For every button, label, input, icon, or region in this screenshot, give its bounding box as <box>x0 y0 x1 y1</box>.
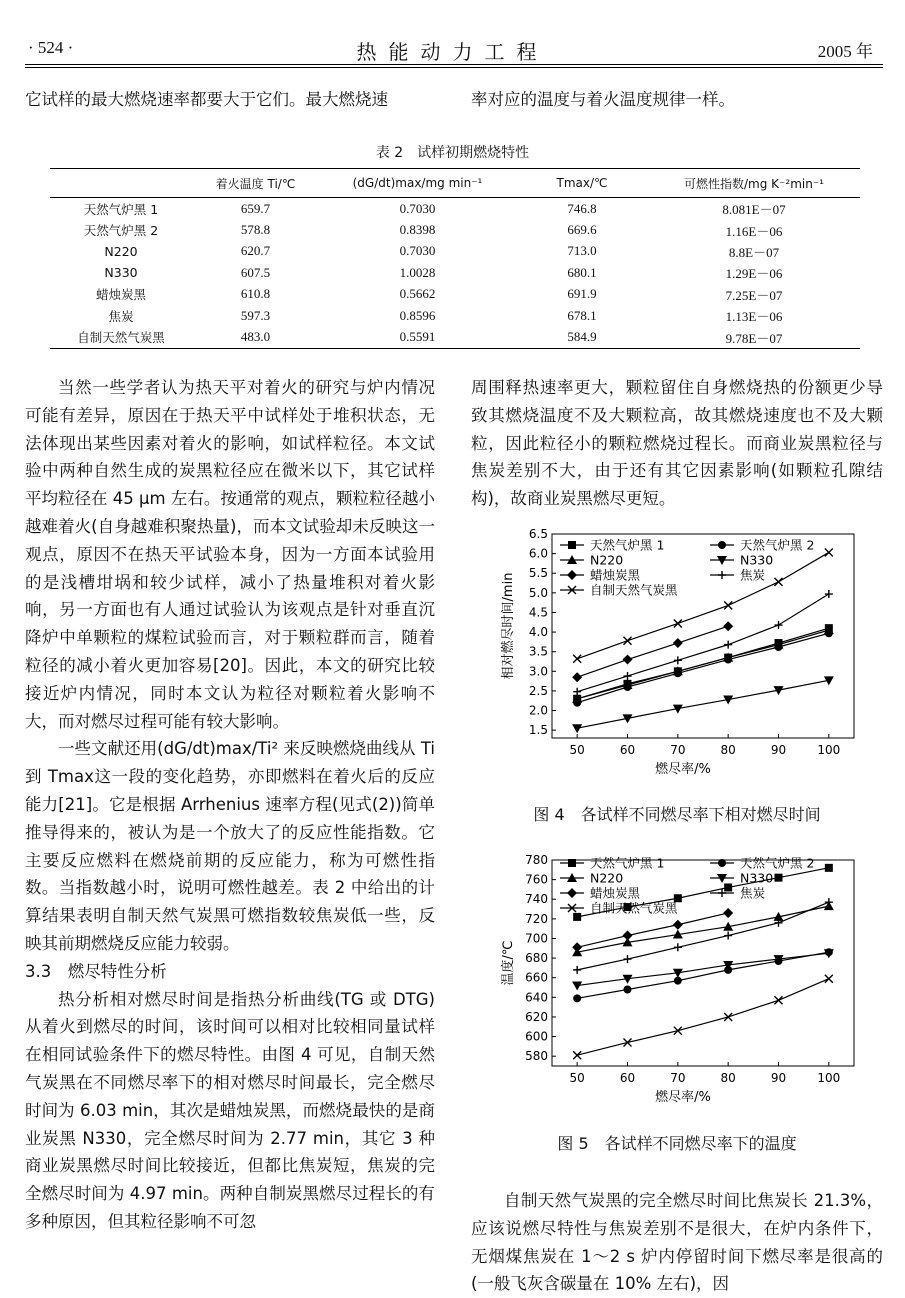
y-tick-label: 6.0 <box>528 546 548 561</box>
paragraph: 自制天然气炭黑的完全燃尽时间比焦炭长 21.3%，应该说燃尽特性与焦炭差别不是很大，在炉内条件下，无烟煤焦炭在 1～2 s 炉内停留时间下燃尽率是很高的(一般飞灰含碳量在 10% 左右)，因 <box>471 1191 883 1294</box>
page-number: · 524 · <box>28 38 74 57</box>
top-right-text: 率对应的温度与着火温度规律一样。 <box>471 90 735 109</box>
y-tick-label: 5.5 <box>528 566 548 581</box>
header-rule <box>25 64 883 65</box>
table-cell: 713.0 <box>567 243 597 259</box>
table-cell: 620.7 <box>240 243 271 259</box>
table-row <box>50 326 860 348</box>
x-tick-label: 50 <box>569 743 585 757</box>
legend-label: 天然气炉黑 1 <box>590 855 665 871</box>
x-tick-label: 70 <box>670 743 686 757</box>
table-row <box>50 241 860 262</box>
data-point <box>624 1038 632 1046</box>
data-point <box>573 966 581 974</box>
table-cell: 焦炭 <box>108 308 134 324</box>
right-column <box>471 374 883 513</box>
data-point <box>775 874 783 882</box>
table-cell: 597.3 <box>240 307 271 323</box>
header-rule-double <box>25 67 883 68</box>
data-point <box>572 982 582 991</box>
data-point <box>623 931 633 941</box>
legend-label: 焦炭 <box>740 567 766 583</box>
paragraph: 当然一些学者认为热天平对着火的研究与炉内情况可能有差异，原因在于热天平中试样处于堆积状态，无法体现出某些因素对着火的影响，如试样粒径。本文试验中两种自然生成的炭黑粒径应在微米以下，其它试样平均粒径在 45 μm 左右。按通常的观点，颗粒粒径越小越难着火(自身越难积聚热量)，而本文试验却未反映这一观点，原因不在热天平试验本身，因为一方面本试验用的是浅槽坩埚和较少试样，减小了热量堆积对着火影响，另一方面也有人通过试验认为该观点是针对垂直沉降炉中单颗粒的煤粒试验而言，对于颗粒群而言，随着粒径的减小着火更加容易[20]。因此，本文的研究比较接近炉内情况，同时本文认为粒径对颗粒着火影响不大，而对燃尽过程可能有较大影响。 <box>25 378 435 731</box>
table-cell: 天然气炉黑 2 <box>83 223 159 239</box>
data-point <box>624 637 632 645</box>
legend-label: 自制天然气炭黑 <box>590 900 678 916</box>
series-line <box>577 952 829 998</box>
table-cell: 678.1 <box>567 307 597 323</box>
table-header-cell: Tmax/℃ <box>516 169 648 198</box>
data-point <box>624 672 632 680</box>
figure-5-caption: 图 5 各试样不同燃尽率下的温度 <box>557 1134 797 1153</box>
table-cell: 669.6 <box>567 222 597 238</box>
data-point <box>724 1013 732 1021</box>
data-point <box>572 724 582 733</box>
data-point <box>674 1027 682 1035</box>
table-row <box>50 198 860 220</box>
y-tick-label: 660 <box>525 970 548 985</box>
table-header-cell: (dG/dt)max/mg min⁻¹ <box>319 169 516 198</box>
table-header-cell: 可燃性指数/mg K⁻²min⁻¹ <box>648 169 860 198</box>
data-point <box>674 943 682 951</box>
figure-5-chart <box>490 850 870 1120</box>
legend-label: N330 <box>740 552 774 568</box>
x-tick-label: 90 <box>770 743 787 757</box>
paragraph: 一些文献还用(dG/dt)max/Ti² 来反映燃烧曲线从 Ti 到 Tmax这一段的变化趋势，亦即燃料在着火后的反应能力[21]。它是根据 Arrhenius 速率方程(见式(2))简单推导得来的，被认为是一个放大了的反应性能指数。它主要反应燃料在燃烧前期的反应能力，称为可燃性指数。当指数越小时，说明可燃性越差。表 2 中给出的计算结果表明自制天然气炭黑可燃指数较焦炭低一些，反映其前期燃烧反应能力较弱。 <box>25 739 435 953</box>
legend-marker <box>568 859 576 867</box>
series-line <box>577 953 829 985</box>
table-cell: 483.0 <box>192 326 319 348</box>
table-cell: 680.1 <box>567 264 597 280</box>
section-heading: 3.3 燃尽特性分析 <box>25 961 167 981</box>
legend-marker <box>718 571 726 579</box>
table-cell: 0.8398 <box>399 222 436 238</box>
x-tick-label: 50 <box>569 1071 585 1085</box>
data-point <box>825 548 833 556</box>
y-tick-label: 5.0 <box>528 585 548 600</box>
x-tick-label: 80 <box>720 743 736 757</box>
data-point <box>673 638 683 648</box>
data-point <box>573 913 581 921</box>
y-tick-label: 6.5 <box>528 528 548 541</box>
y-tick-label: 700 <box>525 931 548 946</box>
table-cell: 8.8E－07 <box>728 244 780 260</box>
series-line <box>577 594 829 692</box>
x-axis-label: 燃尽率/% <box>655 1090 711 1105</box>
table-cell: 746.8 <box>567 200 597 216</box>
journal-title: 热能动力工程 <box>356 40 549 64</box>
table-cell: 691.9 <box>567 286 597 302</box>
x-tick-label: 70 <box>670 1071 686 1085</box>
data-point <box>674 977 682 985</box>
data-point <box>573 1051 581 1059</box>
data-point <box>825 975 833 983</box>
table-cell: 610.8 <box>240 286 271 302</box>
table-cell: 659.7 <box>240 200 271 216</box>
data-point <box>825 590 833 598</box>
data-point <box>825 898 833 906</box>
series-line <box>577 633 829 702</box>
combustion-table <box>50 168 860 349</box>
y-tick-label: 620 <box>525 1009 548 1024</box>
table-header-cell: 着火温度 Ti/℃ <box>192 169 319 198</box>
table-cell: 0.8596 <box>399 307 436 323</box>
y-axis-label: 相对燃尽时间/min <box>501 572 516 680</box>
y-tick-label: 4.5 <box>528 605 548 620</box>
legend-label: N220 <box>590 552 624 568</box>
x-tick-label: 80 <box>720 1071 736 1085</box>
table-header-row <box>50 169 860 198</box>
table-row <box>50 284 860 305</box>
y-tick-label: 680 <box>525 951 548 966</box>
y-tick-label: 640 <box>525 990 548 1005</box>
table-row <box>50 219 860 240</box>
y-tick-label: 740 <box>525 892 548 907</box>
table-cell: N220 <box>104 243 138 259</box>
table-cell: 蜡烛炭黑 <box>95 287 146 303</box>
legend-label: 天然气炉黑 2 <box>740 855 815 871</box>
data-point <box>624 955 632 963</box>
data-point <box>573 655 581 663</box>
legend-label: N220 <box>590 870 624 886</box>
table-cell: 7.25E－07 <box>725 287 783 303</box>
table-cell: 0.7030 <box>399 200 436 216</box>
x-tick-label: 90 <box>770 1071 787 1085</box>
table-cell: 578.8 <box>240 222 271 238</box>
data-point <box>825 864 833 872</box>
legend-label: 蜡烛炭黑 <box>590 567 641 583</box>
y-tick-label: 2.0 <box>528 703 548 718</box>
data-point <box>573 994 581 1002</box>
table-cell: 584.9 <box>516 326 648 348</box>
table-cell: 1.13E－06 <box>725 309 783 325</box>
data-point <box>674 656 682 664</box>
data-point <box>724 601 732 609</box>
table-cell: 0.5591 <box>319 326 516 348</box>
data-point <box>674 619 682 627</box>
left-column <box>25 374 435 1236</box>
table-cell: 0.5662 <box>399 286 436 302</box>
data-point <box>723 908 733 918</box>
data-point <box>724 883 732 891</box>
table-cell: 1.16E－06 <box>725 223 783 239</box>
journal-year: 2005 年 <box>817 42 873 61</box>
data-point <box>775 578 783 586</box>
data-point <box>723 621 733 631</box>
table-cell: 8.081E－07 <box>722 202 786 218</box>
legend-marker <box>567 888 577 898</box>
y-tick-label: 720 <box>525 911 548 926</box>
table-row <box>50 262 860 283</box>
legend-marker <box>718 541 726 549</box>
table-cell: 1.0028 <box>399 264 436 280</box>
data-point <box>673 920 683 930</box>
data-point <box>775 996 783 1004</box>
table-caption: 表 2 试样初期燃烧特性 <box>375 145 530 161</box>
top-left-text: 它试样的最大燃烧速率都要大于它们。最大燃烧速 <box>25 90 388 109</box>
table-header-cell <box>50 169 192 198</box>
y-tick-label: 2.5 <box>528 683 548 698</box>
legend-marker <box>718 859 726 867</box>
data-point <box>724 641 732 649</box>
y-tick-label: 3.5 <box>528 644 548 659</box>
table-cell: 1.29E－06 <box>725 266 783 282</box>
figure-4-caption: 图 4 各试样不同燃尽率下相对燃尽时间 <box>533 805 821 824</box>
x-tick-label: 100 <box>817 743 841 757</box>
y-axis-label: 温度/℃ <box>501 940 516 986</box>
legend-label: 自制天然气炭黑 <box>590 582 678 598</box>
table-cell: 0.7030 <box>399 243 436 259</box>
table-cell: 607.5 <box>240 264 271 280</box>
y-tick-label: 580 <box>525 1049 548 1064</box>
x-tick-label: 60 <box>619 1071 636 1085</box>
table-cell: 自制天然气炭黑 <box>50 326 192 348</box>
table-cell: N330 <box>104 265 138 281</box>
y-tick-label: 1.5 <box>528 723 548 738</box>
x-axis-label: 燃尽率/% <box>655 762 711 777</box>
table-cell: 天然气炉黑 1 <box>83 201 159 217</box>
legend-label: 天然气炉黑 1 <box>590 537 665 553</box>
data-point <box>572 942 582 952</box>
y-tick-label: 760 <box>525 872 548 887</box>
data-point <box>573 688 581 696</box>
legend-marker <box>567 570 577 580</box>
bottom-right-text <box>471 1187 883 1298</box>
series-line <box>577 979 829 1056</box>
figure-4-chart <box>490 528 870 798</box>
y-tick-label: 3.0 <box>528 664 548 679</box>
legend-marker <box>568 541 576 549</box>
data-point <box>572 672 582 682</box>
data-point <box>623 655 633 665</box>
paragraph: 热分析相对燃尽时间是指热分析曲线(TG 或 DTG)从着火到燃尽的时间，该时间可以相对比较相同量试样在相同试验条件下的燃尽特性。由图 4 可见，自制天然气炭黑在不同燃尽率下的相对燃尽时间最长，完全燃尽时间为 6.03 min，其次是蜡烛炭黑，而燃烧最快的是商业炭黑 N330，完全燃尽时间为 2.77 min，其它 3 种商业炭黑燃尽时间比较接近，但都比焦炭短，焦炭的完全燃尽时间为 4.97 min。两种自制炭黑燃尽过程长的有多种原因，但其粒径影响不可忽 <box>25 989 435 1231</box>
paragraph: 周围释热速率更大，颗粒留住自身燃烧热的份额更少导致其燃烧温度不及大颗粒高，故其燃烧速度也不及大颗粒，因此粒径小的颗粒燃烧过程长。而商业炭黑粒径与焦炭差别不大，由于还有其它因素影响(如颗粒孔隙结构)，故商业炭黑燃尽更短。 <box>471 378 883 509</box>
y-tick-label: 600 <box>525 1029 548 1044</box>
data-point <box>775 621 783 629</box>
legend-label: 焦炭 <box>740 885 766 901</box>
legend-label: N330 <box>740 870 774 886</box>
table-row <box>50 305 860 326</box>
y-tick-label: 4.0 <box>528 625 548 640</box>
table-cell: 9.78E－07 <box>648 326 860 348</box>
legend-label: 天然气炉黑 2 <box>740 537 815 553</box>
data-point <box>624 985 632 993</box>
x-tick-label: 100 <box>817 1071 841 1085</box>
y-tick-label: 780 <box>525 853 548 867</box>
x-tick-label: 60 <box>619 743 636 757</box>
legend-label: 蜡烛炭黑 <box>590 885 641 901</box>
data-point <box>724 932 732 940</box>
